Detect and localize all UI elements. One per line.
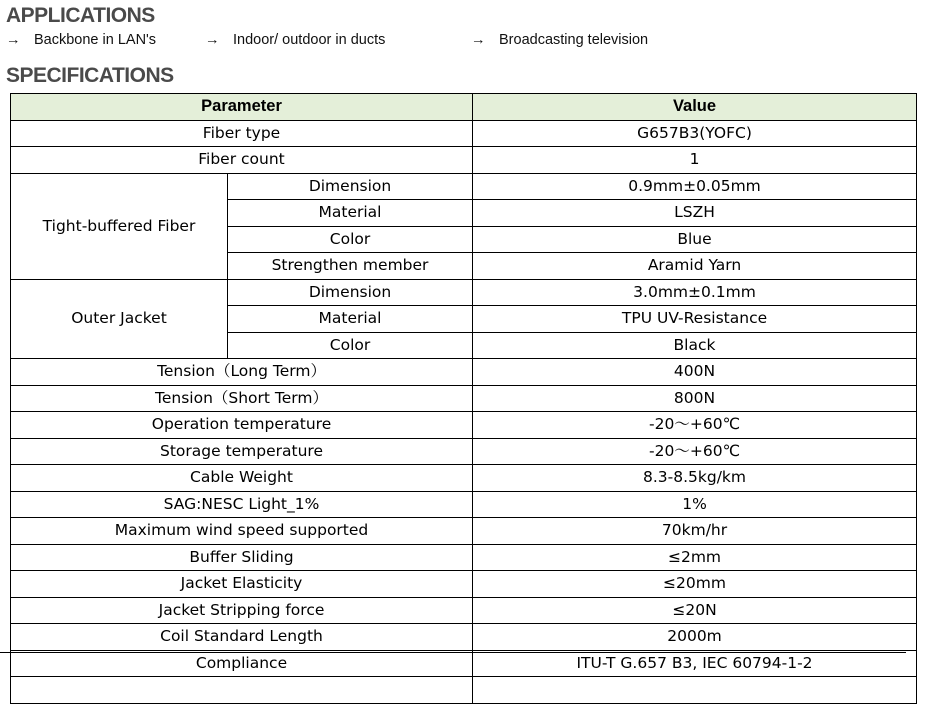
param-cell: Coil Standard Length <box>11 624 473 651</box>
param-cell: Maximum wind speed supported <box>11 518 473 545</box>
param-cell: Buffer Sliding <box>11 544 473 571</box>
table-row <box>11 491 917 518</box>
param-cell <box>11 677 473 704</box>
table-row <box>11 120 917 147</box>
table-row <box>11 518 917 545</box>
group-cell: Tight-buffered Fiber <box>11 173 228 279</box>
value-header: Value <box>473 94 917 121</box>
application-text: Broadcasting television <box>499 32 649 48</box>
value-cell: -20～+60℃ <box>473 438 917 465</box>
applications-list <box>0 32 929 52</box>
param-cell: Fiber count <box>11 147 473 174</box>
group-cell: Outer Jacket <box>11 279 228 359</box>
parameter-header: Parameter <box>11 94 473 121</box>
table-row <box>11 650 917 677</box>
value-cell: 1% <box>473 491 917 518</box>
table-row <box>11 412 917 439</box>
table-row <box>11 677 917 704</box>
value-cell: 800N <box>473 385 917 412</box>
application-text: Backbone in LAN's <box>34 32 157 48</box>
value-cell: -20～+60℃ <box>473 412 917 439</box>
param-cell: Strengthen member <box>228 253 473 280</box>
param-cell: Color <box>228 332 473 359</box>
application-item <box>471 32 648 48</box>
application-text: Indoor/ outdoor in ducts <box>233 32 386 48</box>
param-cell: Material <box>228 200 473 227</box>
value-cell: Black <box>473 332 917 359</box>
table-row <box>11 624 917 651</box>
table-row <box>11 359 917 386</box>
application-item <box>6 32 156 48</box>
param-cell: Jacket Stripping force <box>11 597 473 624</box>
param-cell: SAG:NESC Light_1% <box>11 491 473 518</box>
applications-title: APPLICATIONS <box>6 4 155 27</box>
value-cell: 3.0mm±0.1mm <box>473 279 917 306</box>
table-header-row <box>11 94 917 121</box>
value-cell: LSZH <box>473 200 917 227</box>
table-row <box>11 147 917 174</box>
table-row <box>11 173 917 200</box>
param-cell: Fiber type <box>11 120 473 147</box>
value-cell: G657B3(YOFC) <box>473 120 917 147</box>
value-cell: TPU UV-Resistance <box>473 306 917 333</box>
value-cell: 8.3-8.5kg/km <box>473 465 917 492</box>
param-cell: Operation temperature <box>11 412 473 439</box>
value-cell: 2000m <box>473 624 917 651</box>
param-cell: Material <box>228 306 473 333</box>
table-row <box>11 571 917 598</box>
table-row <box>11 279 917 306</box>
value-cell <box>473 677 917 704</box>
param-cell: Jacket Elasticity <box>11 571 473 598</box>
value-cell: ITU-T G.657 B3, IEC 60794-1-2 <box>473 650 917 677</box>
param-cell: Tension（Long Term） <box>11 359 473 386</box>
param-cell: Cable Weight <box>11 465 473 492</box>
value-cell: 1 <box>473 147 917 174</box>
param-cell: Color <box>228 226 473 253</box>
table-row <box>11 597 917 624</box>
value-cell: ≤20N <box>473 597 917 624</box>
table-row <box>11 385 917 412</box>
value-cell: 70km/hr <box>473 518 917 545</box>
value-cell: Blue <box>473 226 917 253</box>
table-row <box>11 465 917 492</box>
arrow-right-icon: → <box>6 32 21 48</box>
param-cell: Compliance <box>11 650 473 677</box>
value-cell: ≤20mm <box>473 571 917 598</box>
param-cell: Storage temperature <box>11 438 473 465</box>
application-item <box>205 32 385 48</box>
arrow-right-icon: → <box>471 32 486 48</box>
arrow-right-icon: → <box>205 32 220 48</box>
specifications-title: SPECIFICATIONS <box>6 64 174 87</box>
divider-line <box>0 652 906 653</box>
value-cell: 0.9mm±0.05mm <box>473 173 917 200</box>
value-cell: ≤2mm <box>473 544 917 571</box>
param-cell: Tension（Short Term） <box>11 385 473 412</box>
param-cell: Dimension <box>228 173 473 200</box>
value-cell: Aramid Yarn <box>473 253 917 280</box>
specifications-table <box>10 93 917 704</box>
param-cell: Dimension <box>228 279 473 306</box>
value-cell: 400N <box>473 359 917 386</box>
table-row <box>11 544 917 571</box>
table-row <box>11 438 917 465</box>
